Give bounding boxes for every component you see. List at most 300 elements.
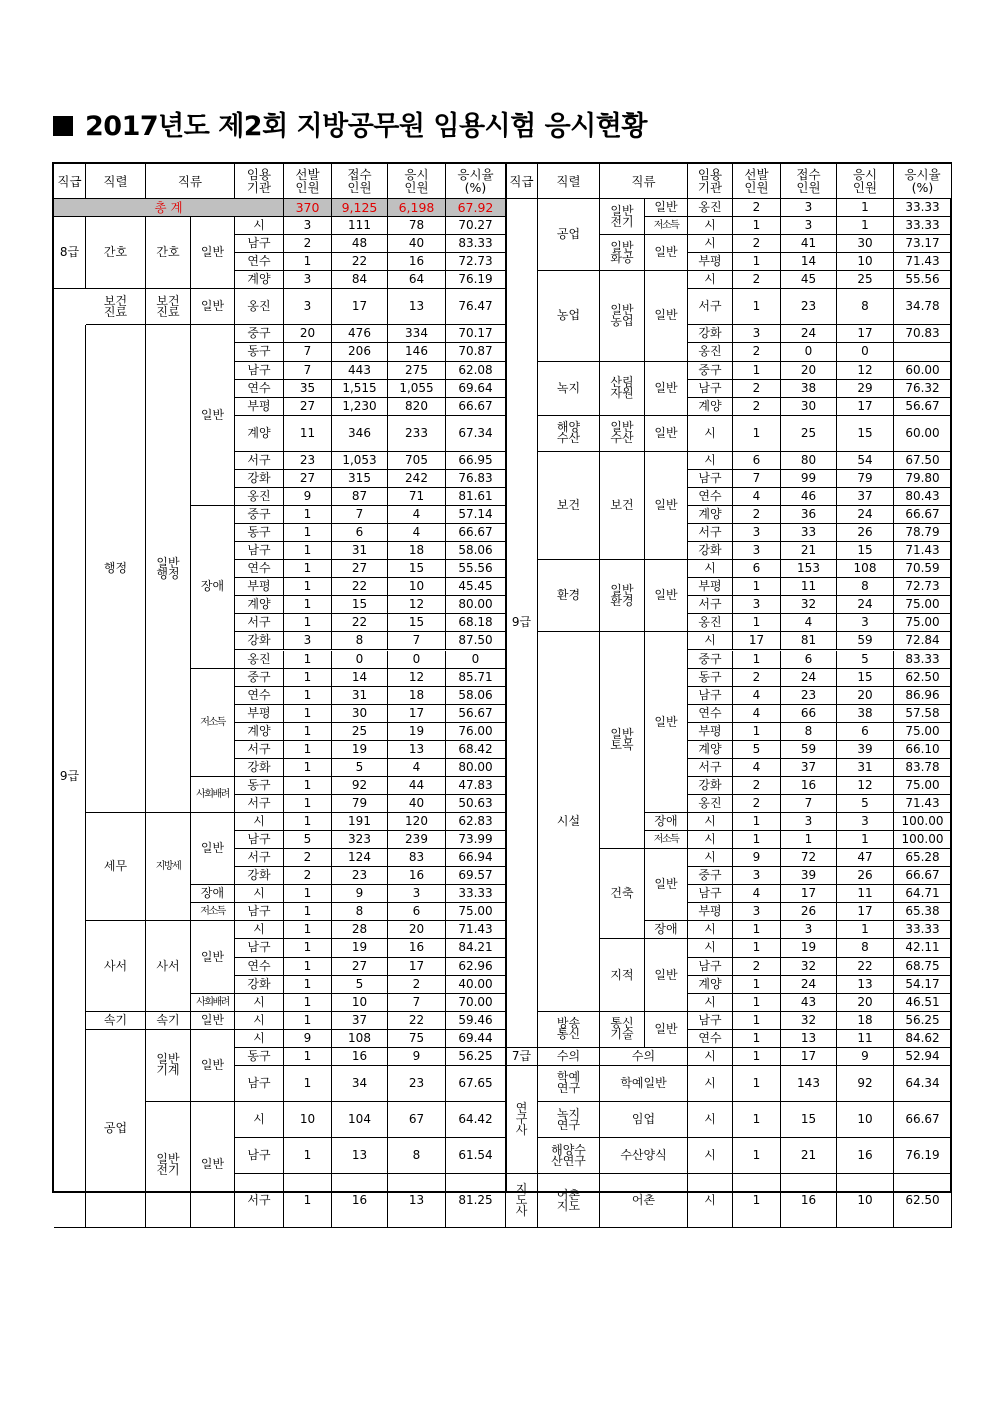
table-cell-left-attended: 334 [388,325,446,343]
table-cell-right-applied: 24 [781,669,837,687]
table-cell-left-series: 사서 [86,921,146,1011]
table-cell-left-attended: 18 [388,542,446,560]
table-cell-left-applied: 1,053 [332,452,388,470]
table-cell-right-attended: 15 [837,669,894,687]
table-cell-right-agency: 옹진 [688,614,733,632]
table-cell-right-kind: 저소득 [645,831,688,849]
table-cell-right-series: 수의 [538,1048,600,1066]
table-cell-right-agency: 시 [688,939,733,957]
header-cell-right-grade: 직급 [506,164,538,199]
table-cell-left-rate: 62.96 [446,958,506,976]
table-cell-right-selected: 3 [733,867,781,885]
table-cell-right-applied: 36 [781,506,837,524]
table-cell-left-agency: 부평 [235,398,284,416]
table-cell-left-applied: 6 [332,524,388,542]
table-cell-right-attended: 29 [837,380,894,398]
header-cell-right-selected: 선발 인원 [733,164,781,199]
table-cell-right-attended: 5 [837,651,894,669]
table-cell-right-selected: 1 [733,217,781,235]
table-cell-right-attended: 8 [837,939,894,957]
table-cell-left-selected: 1 [284,723,332,741]
table-cell-right-agency: 서구 [688,759,733,777]
table-cell-right-applied: 0 [781,343,837,361]
table-cell-left-selected: 1 [284,976,332,994]
table-cell-right-selected: 1 [733,289,781,325]
table-cell-right-series: 농업 [538,271,600,361]
table-cell-right-selected: 5 [733,741,781,759]
header-cell-left-applied: 접수 인원 [332,164,388,199]
table-cell-right-rate: 80.43 [894,488,952,506]
table-cell-right-rate: 33.33 [894,217,952,235]
table-cell-right-attended: 25 [837,271,894,289]
table-cell-right-kind: 일반 [645,235,688,271]
table-cell-left-agency: 연수 [235,560,284,578]
table-cell-left-agency: 서구 [235,741,284,759]
table-cell-left-category: 속기 [146,1012,191,1030]
table-cell-left-applied: 323 [332,831,388,849]
table-cell-left-attended: 19 [388,723,446,741]
table-cell-left-series: 행정 [86,325,146,813]
header-cell-right-attended: 응시 인원 [837,164,894,199]
table-cell-left-attended: 23 [388,1066,446,1102]
table-cell-right-applied: 21 [781,1138,837,1174]
table-cell-left-agency: 연수 [235,380,284,398]
table-cell-right-grade: 연 구 사 [506,1066,538,1174]
table-cell-left-attended: 16 [388,939,446,957]
table-cell-right-selected: 17 [733,632,781,650]
table-cell-right-attended: 16 [837,1138,894,1174]
table-cell-right-category: 일반 화공 [600,235,645,271]
table-cell-left-attended: 83 [388,849,446,867]
table-cell-right-rate: 70.83 [894,325,952,343]
table-cell-right-agency: 남구 [688,687,733,705]
header-cell-left-agency: 임용 기관 [235,164,284,199]
table-cell-left-rate: 66.94 [446,849,506,867]
table-cell-left-attended: 40 [388,235,446,253]
table-cell-left-applied: 79 [332,795,388,813]
table-cell-right-agency: 부평 [688,253,733,271]
table-cell-right-agency: 옹진 [688,343,733,361]
table-cell-right-agency: 남구 [688,470,733,488]
table-cell-left-applied: 476 [332,325,388,343]
table-cell-left-applied: 31 [332,542,388,560]
table-cell-right-rate: 66.67 [894,506,952,524]
table-cell-left-agency: 연수 [235,958,284,976]
table-cell-right-agency: 시 [688,849,733,867]
table-cell-left-agency: 남구 [235,903,284,921]
table-cell-left-applied: 34 [332,1066,388,1102]
table-cell-left-attended: 120 [388,813,446,831]
table-cell-right-agency: 시 [688,1174,733,1228]
table-cell-left-agency: 강화 [235,470,284,488]
table-cell-right-series: 학예 연구 [538,1066,600,1102]
table-cell-right-applied: 20 [781,362,837,380]
table-cell-right-selected: 1 [733,939,781,957]
table-cell-right-category: 일반 수산 [600,416,645,452]
table-cell-right-selected: 1 [733,614,781,632]
table-cell-right-rate: 71.43 [894,253,952,271]
table-cell-right-selected: 1 [733,1048,781,1066]
table-cell-right-applied: 4 [781,614,837,632]
table-cell-left-selected: 1 [284,939,332,957]
table-cell-left-selected: 1 [284,1066,332,1102]
table-cell-right-category: 학예일반 [600,1066,688,1102]
table-cell-left-agency: 동구 [235,343,284,361]
table-cell-left-applied: 14 [332,669,388,687]
table-cell-right-rate: 76.19 [894,1138,952,1174]
table-cell-right-selected: 1 [733,362,781,380]
table-cell-right-selected: 1 [733,1012,781,1030]
table-cell-right-attended: 13 [837,976,894,994]
table-cell-left-attended: 6 [388,903,446,921]
table-cell-right-kind: 장애 [645,921,688,939]
table-cell-right-attended: 24 [837,506,894,524]
table-cell-right-selected: 3 [733,596,781,614]
table-cell-left-attended: 4 [388,506,446,524]
table-cell-right-rate: 73.17 [894,235,952,253]
table-cell-right-rate: 46.51 [894,994,952,1012]
table-cell-left-applied: 108 [332,1030,388,1048]
table-cell-left-rate: 84.21 [446,939,506,957]
table-cell-left-rate: 62.08 [446,362,506,380]
table-cell-right-applied: 80 [781,452,837,470]
table-cell-left-agency: 남구 [235,235,284,253]
square-bullet-icon [53,116,73,136]
table-cell-right-selected: 2 [733,795,781,813]
table-cell-left-rate: 58.06 [446,687,506,705]
table-cell-right-kind: 일반 [645,1012,688,1048]
table-cell-right-applied: 13 [781,1030,837,1048]
table-cell-right-series: 환경 [538,560,600,632]
table-cell-right-attended: 17 [837,325,894,343]
table-cell-right-attended: 79 [837,470,894,488]
table-cell-right-applied: 16 [781,777,837,795]
table-cell-left-kind: 사회배려 [191,994,235,1012]
table-cell-right-rate: 56.25 [894,1012,952,1030]
table-cell-right-applied: 3 [781,813,837,831]
table-cell-right-selected: 7 [733,470,781,488]
table-cell-left-selected: 1 [284,705,332,723]
table-cell-right-category: 일반 전기 [600,199,645,235]
table-cell-left-selected: 1 [284,759,332,777]
table-cell-left-applied: 5 [332,759,388,777]
table-cell-right-applied: 30 [781,398,837,416]
table-cell-right-attended: 1 [837,921,894,939]
table-cell-right-selected: 6 [733,560,781,578]
table-cell-right-applied: 59 [781,741,837,759]
table-cell-left-grade: 9급 [54,325,86,1228]
table-cell-right-agency: 계양 [688,976,733,994]
table-cell-right-attended: 1 [837,217,894,235]
table-cell-left-selected: 5 [284,831,332,849]
table-cell-left-kind: 일반 [191,325,235,506]
table-cell-right-kind: 일반 [645,849,688,921]
table-cell-right-attended: 10 [837,1102,894,1138]
table-cell-left-series: 속기 [86,1012,146,1030]
table-cell-right-attended: 20 [837,994,894,1012]
header-cell-right-applied: 접수 인원 [781,164,837,199]
total-rate: 67.92 [446,199,506,217]
table-cell-left-applied: 37 [332,1012,388,1030]
table-cell-left-attended: 239 [388,831,446,849]
table-cell-left-category: 보건 진료 [146,289,191,325]
table-cell-right-attended: 92 [837,1066,894,1102]
table-cell-left-agency: 시 [235,1012,284,1030]
table-cell-left-rate: 71.43 [446,921,506,939]
table-cell-right-rate: 79.80 [894,470,952,488]
table-cell-right-applied: 8 [781,723,837,741]
table-cell-left-agency: 옹진 [235,289,284,325]
table-cell-right-series: 녹지 [538,362,600,416]
table-cell-right-rate: 56.67 [894,398,952,416]
table-cell-left-applied: 22 [332,578,388,596]
table-cell-left-attended: 9 [388,1048,446,1066]
table-cell-left-selected: 1 [284,1048,332,1066]
table-cell-left-rate: 69.64 [446,380,506,398]
table-cell-left-rate: 67.34 [446,416,506,452]
table-cell-right-rate: 71.43 [894,542,952,560]
table-cell-left-attended: 13 [388,289,446,325]
table-cell-left-attended: 18 [388,687,446,705]
table-cell-right-category: 수의 [600,1048,688,1066]
table-cell-left-category: 지방세 [146,813,191,921]
table-cell-right-rate: 75.00 [894,596,952,614]
table-cell-left-applied: 22 [332,253,388,271]
table-cell-left-kind: 일반 [191,1030,235,1102]
title-text: 2017년도 제2회 지방공무원 임용시험 응시현황 [85,111,647,142]
table-cell-left-rate: 66.67 [446,524,506,542]
table-cell-left-selected: 27 [284,398,332,416]
table-cell-right-attended: 37 [837,488,894,506]
table-cell-right-agency: 옹진 [688,199,733,217]
table-cell-left-agency: 시 [235,921,284,939]
table-cell-left-attended: 67 [388,1102,446,1138]
table-cell-left-selected: 1 [284,994,332,1012]
table-divider [505,164,507,1191]
table-cell-right-series: 보건 [538,452,600,560]
table-cell-left-attended: 242 [388,470,446,488]
table-cell-left-attended: 0 [388,651,446,669]
table-cell-left-attended: 10 [388,578,446,596]
table-cell-right-agency: 부평 [688,578,733,596]
total-label: 총 계 [54,199,284,217]
table-cell-left-agency: 동구 [235,524,284,542]
table-cell-right-grade: 9급 [506,199,538,1048]
table-cell-left-rate: 64.42 [446,1102,506,1138]
table-cell-right-rate: 60.00 [894,416,952,452]
table-cell-right-applied: 6 [781,651,837,669]
table-cell-right-applied: 23 [781,289,837,325]
table-cell-right-series: 녹지 연구 [538,1102,600,1138]
table-cell-right-selected: 2 [733,777,781,795]
table-cell-right-selected: 1 [733,253,781,271]
table-cell-left-rate: 81.25 [446,1174,506,1228]
table-cell-right-rate: 67.50 [894,452,952,470]
table-cell-right-agency: 서구 [688,524,733,542]
table-cell-left-attended: 22 [388,1012,446,1030]
table-cell-left-selected: 3 [284,289,332,325]
table-cell-left-rate: 76.19 [446,271,506,289]
table-cell-left-category: 일반 전기 [146,1102,191,1228]
table-cell-right-agency: 남구 [688,1012,733,1030]
table-cell-left-agency: 계양 [235,723,284,741]
table-cell-left-rate: 83.33 [446,235,506,253]
table-cell-right-selected: 2 [733,398,781,416]
table-cell-left-selected: 2 [284,849,332,867]
table-cell-left-selected: 1 [284,813,332,831]
table-cell-right-agency: 남구 [688,958,733,976]
table-cell-left-selected: 1 [284,687,332,705]
table-cell-right-category: 어촌 [600,1174,688,1228]
table-cell-left-applied: 25 [332,723,388,741]
table-cell-left-selected: 1 [284,578,332,596]
table-cell-right-agency: 중구 [688,867,733,885]
table-cell-right-rate: 75.00 [894,723,952,741]
table-cell-right-selected: 1 [733,813,781,831]
table-cell-right-selected: 1 [733,723,781,741]
table-cell-right-attended: 11 [837,885,894,903]
table-cell-left-attended: 13 [388,741,446,759]
table-cell-left-agency: 남구 [235,1138,284,1174]
table-cell-left-attended: 71 [388,488,446,506]
table-cell-left-attended: 16 [388,867,446,885]
table-cell-right-rate: 84.62 [894,1030,952,1048]
table-cell-right-applied: 32 [781,1012,837,1030]
table-cell-right-attended: 1 [837,831,894,849]
table-cell-left-selected: 27 [284,470,332,488]
table-cell-left-agency: 연수 [235,253,284,271]
table-cell-left-agency: 중구 [235,669,284,687]
table-cell-left-applied: 5 [332,976,388,994]
table-cell-left-applied: 87 [332,488,388,506]
table-cell-right-series: 시설 [538,632,600,1011]
table-cell-right-agency: 시 [688,560,733,578]
table-cell-right-rate: 66.10 [894,741,952,759]
table-cell-right-applied: 32 [781,958,837,976]
table-cell-right-agency: 시 [688,217,733,235]
table-cell-left-selected: 23 [284,452,332,470]
table-cell-left-category: 사서 [146,921,191,1011]
table-cell-right-agency: 강화 [688,777,733,795]
table-cell-left-rate: 87.50 [446,632,506,650]
table-cell-right-grade: 지 도 사 [506,1174,538,1228]
table-cell-right-selected: 1 [733,651,781,669]
table-cell-right-kind: 일반 [645,416,688,452]
table-cell-left-selected: 3 [284,217,332,235]
table-cell-left-applied: 16 [332,1048,388,1066]
table-cell-left-selected: 20 [284,325,332,343]
table-cell-right-selected: 1 [733,416,781,452]
table-cell-right-rate: 42.11 [894,939,952,957]
table-cell-left-rate: 50.63 [446,795,506,813]
table-cell-right-rate: 33.33 [894,921,952,939]
table-cell-right-applied: 39 [781,867,837,885]
table-cell-left-agency: 남구 [235,1066,284,1102]
table-cell-right-attended: 12 [837,362,894,380]
table-cell-left-attended: 275 [388,362,446,380]
table-cell-right-rate: 52.94 [894,1048,952,1066]
table-cell-left-attended: 44 [388,777,446,795]
table-cell-right-applied: 14 [781,253,837,271]
table-cell-right-selected: 3 [733,524,781,542]
table-cell-right-agency: 남구 [688,885,733,903]
table-cell-right-applied: 66 [781,705,837,723]
table-cell-left-selected: 7 [284,343,332,361]
table-cell-right-attended: 5 [837,795,894,813]
table-cell-right-category: 일반 토목 [600,632,645,849]
table-cell-left-selected: 9 [284,488,332,506]
table-cell-right-rate: 55.56 [894,271,952,289]
table-cell-left-rate: 76.83 [446,470,506,488]
table-cell-left-rate: 69.44 [446,1030,506,1048]
table-cell-left-applied: 206 [332,343,388,361]
table-cell-right-applied: 24 [781,976,837,994]
table-cell-left-series: 세무 [86,813,146,921]
table-cell-left-attended: 705 [388,452,446,470]
table-cell-left-applied: 1,230 [332,398,388,416]
table-cell-right-attended: 3 [837,813,894,831]
table-cell-left-applied: 27 [332,958,388,976]
table-cell-left-rate: 76.47 [446,289,506,325]
table-cell-right-selected: 1 [733,1138,781,1174]
table-cell-right-attended: 24 [837,596,894,614]
table-cell-left-series: 공업 [86,1030,146,1229]
table-cell-left-attended: 20 [388,921,446,939]
table-cell-right-rate: 62.50 [894,1174,952,1228]
table-cell-right-series: 방송 통신 [538,1012,600,1048]
table-cell-right-rate: 100.00 [894,831,952,849]
table-cell-right-agency: 연수 [688,1030,733,1048]
total-selected: 370 [284,199,332,217]
table-cell-left-agency: 중구 [235,325,284,343]
table-cell-left-applied: 346 [332,416,388,452]
table-cell-right-applied: 33 [781,524,837,542]
table-cell-left-attended: 12 [388,669,446,687]
table-cell-left-selected: 1 [284,958,332,976]
table-cell-right-applied: 3 [781,217,837,235]
table-cell-left-selected: 7 [284,362,332,380]
table-cell-right-selected: 4 [733,687,781,705]
table-cell-right-category: 건축 [600,849,645,939]
table-cell-right-kind: 일반 [645,560,688,632]
table-cell-left-applied: 17 [332,289,388,325]
table-cell-left-agency: 동구 [235,777,284,795]
table-cell-right-applied: 37 [781,759,837,777]
table-cell-left-applied: 111 [332,217,388,235]
header-cell-left-rate: 응시율 (%) [446,164,506,199]
table-cell-left-kind: 일반 [191,813,235,885]
table-cell-right-agency: 중구 [688,362,733,380]
table-cell-left-attended: 40 [388,795,446,813]
table-cell-right-applied: 25 [781,416,837,452]
table-cell-right-agency: 서구 [688,596,733,614]
table-cell-right-rate: 72.73 [894,578,952,596]
table-cell-left-attended: 78 [388,217,446,235]
table-cell-left-selected: 1 [284,777,332,795]
table-cell-left-rate: 61.54 [446,1138,506,1174]
table-cell-right-agency: 시 [688,452,733,470]
table-cell-left-agency: 시 [235,1030,284,1048]
table-cell-left-attended: 146 [388,343,446,361]
table-cell-right-agency: 동구 [688,669,733,687]
table-cell-right-attended: 6 [837,723,894,741]
table-cell-right-attended: 47 [837,849,894,867]
table-cell-left-agency: 옹진 [235,488,284,506]
table-cell-left-selected: 11 [284,416,332,452]
table-cell-left-applied: 92 [332,777,388,795]
table-cell-right-category: 보건 [600,452,645,560]
table-cell-right-rate: 60.00 [894,362,952,380]
